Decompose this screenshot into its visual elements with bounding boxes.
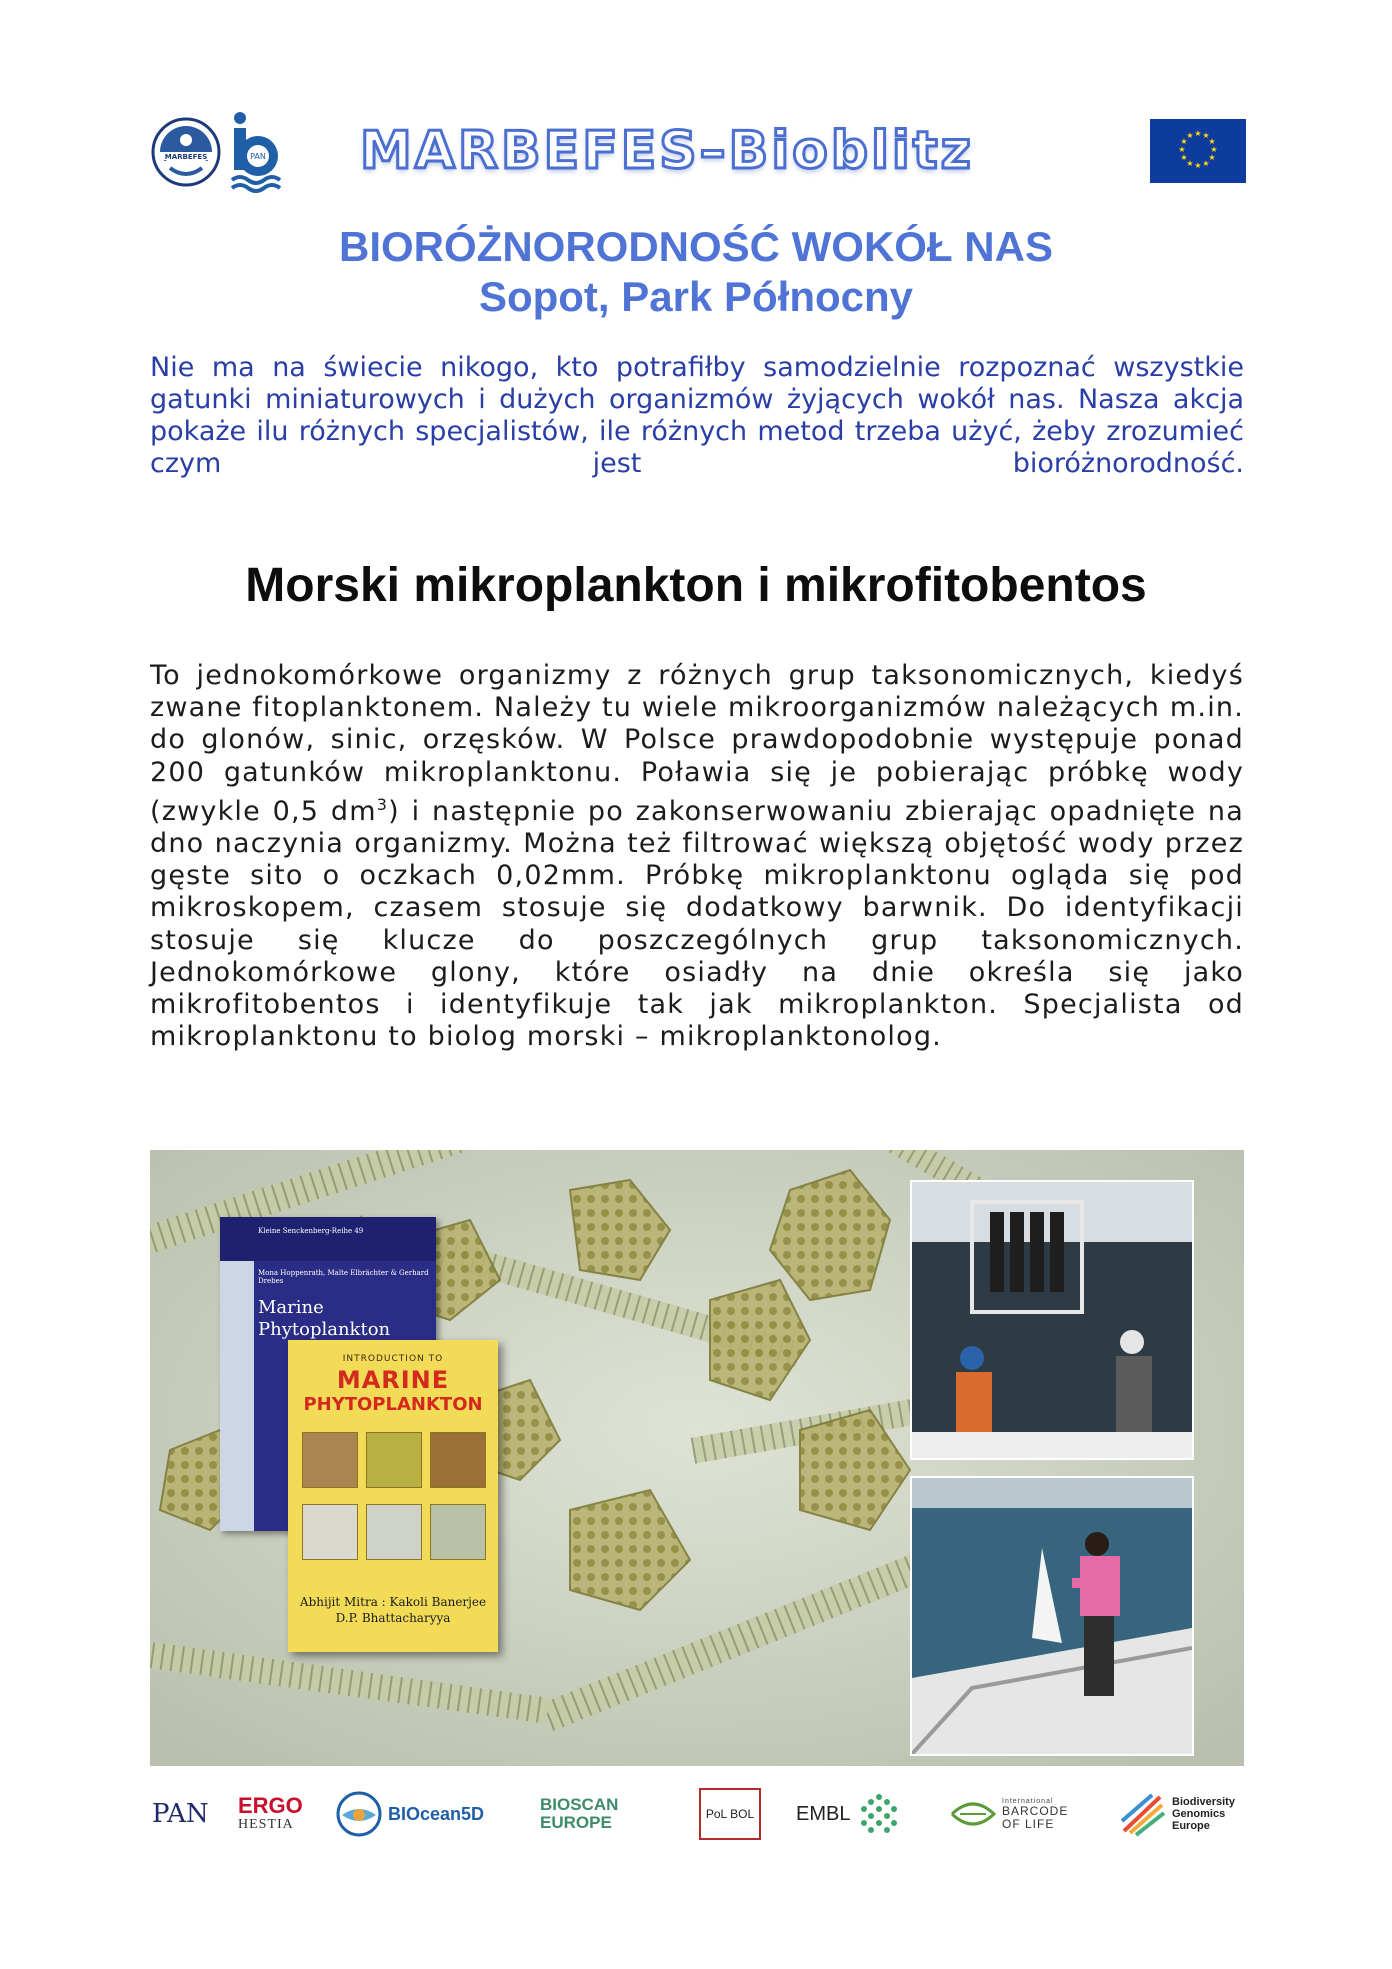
logo-bioscan-europe xyxy=(540,1784,660,1844)
svg-text:★: ★ xyxy=(1178,145,1186,154)
logo-embl xyxy=(796,1784,916,1844)
embl-dots-icon xyxy=(856,1791,902,1837)
logo-embl-text: EMBL xyxy=(796,1802,851,1825)
body-text-part-2: ) i następnie po zakonserwowaniu zbierając opadnięte na dno naczynia organizmy. Można też filtrować większą objętość wody przez gęste sito o oczkach 0,02mm. Próbkę mikroplanktonu ogląda się pod mikroskopem, czasem stosuje się dodatkowy barwnik. Do identyfikacji stosuje się klucze do poszczególnych grup taksonomicznych. Jednokomórkowe glony, które osiadły na dnie określa się jako mikrofitobentos i identyfikuje tak jak mikroplankton. Specjalista od mikroplanktonu to biolog morski – mikroplanktonolog. xyxy=(150,795,1244,1053)
biocean-globe-icon xyxy=(336,1791,382,1837)
ibol-leaf-icon xyxy=(950,1794,996,1834)
cover-cell xyxy=(430,1432,486,1488)
book-introduction-marine-phytoplankton xyxy=(288,1340,498,1652)
logo-bge-line-3: Europe xyxy=(1172,1820,1210,1832)
logo-europe-text: EUROPE xyxy=(540,1813,612,1832)
marbefes-logo xyxy=(150,116,222,188)
logo-ibol-line-3: OF LIFE xyxy=(1002,1816,1055,1831)
logo-ibol-line-1: International xyxy=(1002,1797,1054,1805)
svg-text:★: ★ xyxy=(1208,137,1216,146)
cover-cell xyxy=(366,1504,422,1560)
intro-paragraph: Nie ma na świecie nikogo, kto potrafiłby samodzielnie rozpoznać wszystkie gatunki miniaturowych i dużych organizmów żyjących wokół nas. Nasza akcja pokaże ilu różnych specjalistów, ile różnych metod trzeba użyć, żeby zrozumieć czym jest bioróżnorodność. xyxy=(150,352,1244,479)
book-authors-line-2: D.P. Bhattacharyya xyxy=(335,1611,451,1625)
logo-ibol xyxy=(950,1784,1100,1844)
svg-text:★: ★ xyxy=(1194,161,1202,170)
book-title-line-1: Marine xyxy=(258,1297,324,1318)
svg-text:PAN: PAN xyxy=(250,152,266,161)
logo-ergo-hestia xyxy=(238,1784,310,1844)
logo-biocean-text: BIOcean5D xyxy=(388,1803,485,1824)
svg-text:★: ★ xyxy=(1194,129,1202,138)
logo-biocean5d xyxy=(336,1784,496,1844)
svg-text:★: ★ xyxy=(1186,159,1194,168)
logo-hestia-text: HESTIA xyxy=(238,1817,294,1832)
brand-title: MARBEFES–Bioblitz xyxy=(360,121,974,181)
cover-cell xyxy=(430,1504,486,1560)
svg-text:MARBEFES: MARBEFES xyxy=(164,153,208,161)
logo-ergo-text: ERGO xyxy=(238,1793,303,1818)
photo-sampling-rosette xyxy=(910,1180,1194,1460)
book-authors: Mona Hoppenrath, Malte Elbrächter & Gerhard Drebes xyxy=(258,1269,429,1285)
bge-stripes-icon xyxy=(1120,1791,1166,1837)
book-series: Kleine Senckenberg-Reihe 49 xyxy=(258,1227,364,1235)
logo-pan xyxy=(152,1784,212,1844)
book-subtitle: INTRODUCTION TO xyxy=(342,1354,444,1364)
body-paragraph xyxy=(150,660,1244,1053)
logo-bioscan-text: BIOSCAN xyxy=(540,1795,619,1814)
section-title: Morski mikroplankton i mikrofitobentos xyxy=(245,559,1147,612)
logo-pan-text: PAN xyxy=(152,1799,209,1829)
photo-plankton-net xyxy=(910,1476,1194,1756)
book-title-line-1: MARINE xyxy=(336,1366,450,1394)
book-cover-sidebar xyxy=(220,1217,254,1531)
logo-biodiversity-genomics-europe xyxy=(1120,1784,1250,1844)
cover-cell xyxy=(302,1432,358,1488)
book-title-line-2: Phytoplankton xyxy=(258,1319,391,1340)
svg-text:★: ★ xyxy=(1186,131,1194,140)
heading-biodiversity: BIORÓŻNORODNOŚĆ WOKÓŁ NAS xyxy=(339,223,1053,270)
cover-cell xyxy=(366,1432,422,1488)
cover-cell xyxy=(302,1504,358,1560)
body-superscript: 3 xyxy=(376,794,389,814)
logo-polbol xyxy=(694,1784,766,1844)
logo-bge-line-1: Biodiversity xyxy=(1172,1796,1235,1808)
polbol-mark xyxy=(699,1788,761,1840)
svg-text:★: ★ xyxy=(1202,131,1210,140)
svg-text:★: ★ xyxy=(1180,137,1188,146)
body-text-part-1: To jednokomórkowe organizmy z różnych grup taksonomicznych, kiedyś zwane fitoplanktonem. Należy tu wiele mikroorganizmów należących m.in. do glonów, sinic, orzęsków. W Polsce prawdopodobnie występuje ponad 200 gatunków mikroplanktonu. Poławia się je pobierając próbkę wody (zwykle 0,5 dm xyxy=(150,660,1244,827)
svg-text:★: ★ xyxy=(1208,153,1216,162)
book-title xyxy=(258,1297,390,1341)
svg-text:★: ★ xyxy=(1202,159,1210,168)
book-authors xyxy=(288,1594,498,1626)
logo-ibol-line-2: BARCODE xyxy=(1002,1803,1069,1818)
heading-location: Sopot, Park Północny xyxy=(478,273,914,320)
iopan-logo xyxy=(228,110,284,194)
bge-text-group xyxy=(1172,1796,1235,1832)
eu-flag-icon xyxy=(1150,119,1246,183)
svg-text:★: ★ xyxy=(1180,153,1188,162)
book-cover-images xyxy=(302,1432,484,1582)
ibol-text-group xyxy=(1002,1798,1068,1831)
logo-polbol-text: PoL BOL xyxy=(705,1807,755,1821)
svg-text:★: ★ xyxy=(1210,145,1218,154)
book-authors-line-1: Abhijit Mitra : Kakoli Banerjee xyxy=(299,1595,487,1609)
book-title-line-2: PHYTOPLANKTON xyxy=(303,1394,483,1415)
logo-bge-line-2: Genomics xyxy=(1172,1808,1226,1820)
book-cover-header xyxy=(220,1217,436,1261)
